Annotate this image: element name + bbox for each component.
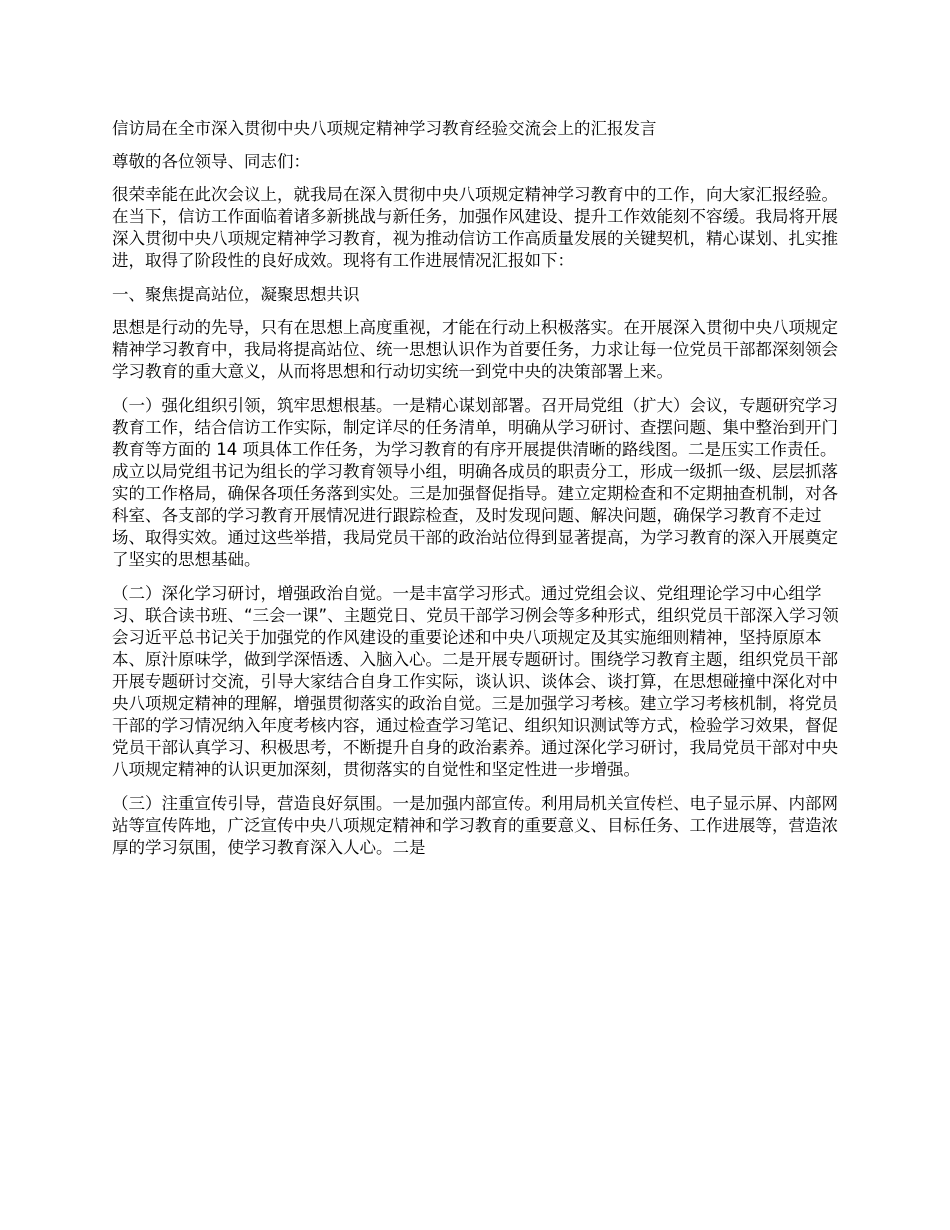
subsection-paragraph-1: （一）强化组织引领，筑牢思想根基。一是精心谋划部署。召开局党组（扩大）会议，专题研究学习教育工作，结合信访工作实际，制定详尽的任务清单，明确从学习研讨、查摆问题、集中整治到开门教育等方面的 14 项具体工作任务，为学习教育的有序开展提供清晰的路线图。二是压实工作责任。成立以局党组书记为组长的学习教育领导小组，明确各成员的职责分工，形成一级抓一级、层层抓落实的工作格局，确保各项任务落到实处。三是加强督促指导。建立定期检查和不定期抽查机制，对各科室、各支部的学习教育开展情况进行跟踪检查，及时发现问题、解决问题，确保学习教育不走过场、取得实效。通过这些举措，我局党员干部的政治站位得到显著提高，为学习教育的深入开展奠定了坚实的思想基础。 <box>112 396 838 569</box>
document-title: 信访局在全市深入贯彻中央八项规定精神学习教育经验交流会上的汇报发言 <box>112 119 657 138</box>
subsection-paragraph-2: （二）深化学习研讨，增强政治自觉。一是丰富学习形式。通过党组会议、党组理论学习中心组学习、联合读书班、“三会一课”、主题党日、党员干部学习例会等多种形式，组织党员干部深入学习领会习近平总书记关于加强党的作风建设的重要论述和中央八项规定及其实施细则精神，坚持原原本本、原汁原味学，做到学深悟透、入脑入心。二是开展专题研讨。围绕学习教育主题，组织党员干部开展专题研讨交流，引导大家结合自身工作实际，谈认识、谈体会、谈打算，在思想碰撞中深化对中央八项规定精神的理解，增强贯彻落实的政治自觉。三是加强学习考核。建立学习考核机制，将党员干部的学习情况纳入年度考核内容，通过检查学习笔记、组织知识测试等方式，检验学习效果，督促党员干部认真学习、积极思考，不断提升自身的政治素养。通过深化学习研讨，我局党员干部对中央八项规定精神的认识更加深刻，贯彻落实的自觉性和坚定性进一步增强。 <box>112 584 839 779</box>
greeting: 尊敬的各位领导、同志们： <box>112 152 310 171</box>
document-page <box>112 118 844 871</box>
section-heading: 一、聚焦提高站位，凝聚思想共识 <box>112 285 360 304</box>
subsection-paragraph-3: （三）注重宣传引导，营造良好氛围。一是加强内部宣传。利用局机关宣传栏、电子显示屏、内部网站等宣传阵地，广泛宣传中央八项规定精神和学习教育的重要意义、目标任务、工作进展等，营造浓厚的学习氛围，使学习教育深入人心。二是 <box>112 794 838 857</box>
intro-paragraph: 很荣幸能在此次会议上，就我局在深入贯彻中央八项规定精神学习教育中的工作，向大家汇报经验。在当下，信访工作面临着诸多新挑战与新任务，加强作风建设、提升工作效能刻不容缓。我局将开展深入贯彻中央八项规定精神学习教育，视为推动信访工作高质量发展的关键契机，精心谋划、扎实推进，取得了阶段性的良好成效。现将有工作进展情况汇报如下： <box>112 185 838 270</box>
section-body-paragraph: 思想是行动的先导，只有在思想上高度重视，才能在行动上积极落实。在开展深入贯彻中央八项规定精神学习教育中，我局将提高站位、统一思想认识作为首要任务，力求让每一位党员干部都深刻领会学习教育的重大意义，从而将思想和行动切实统一到党中央的决策部署上来。 <box>112 318 838 381</box>
